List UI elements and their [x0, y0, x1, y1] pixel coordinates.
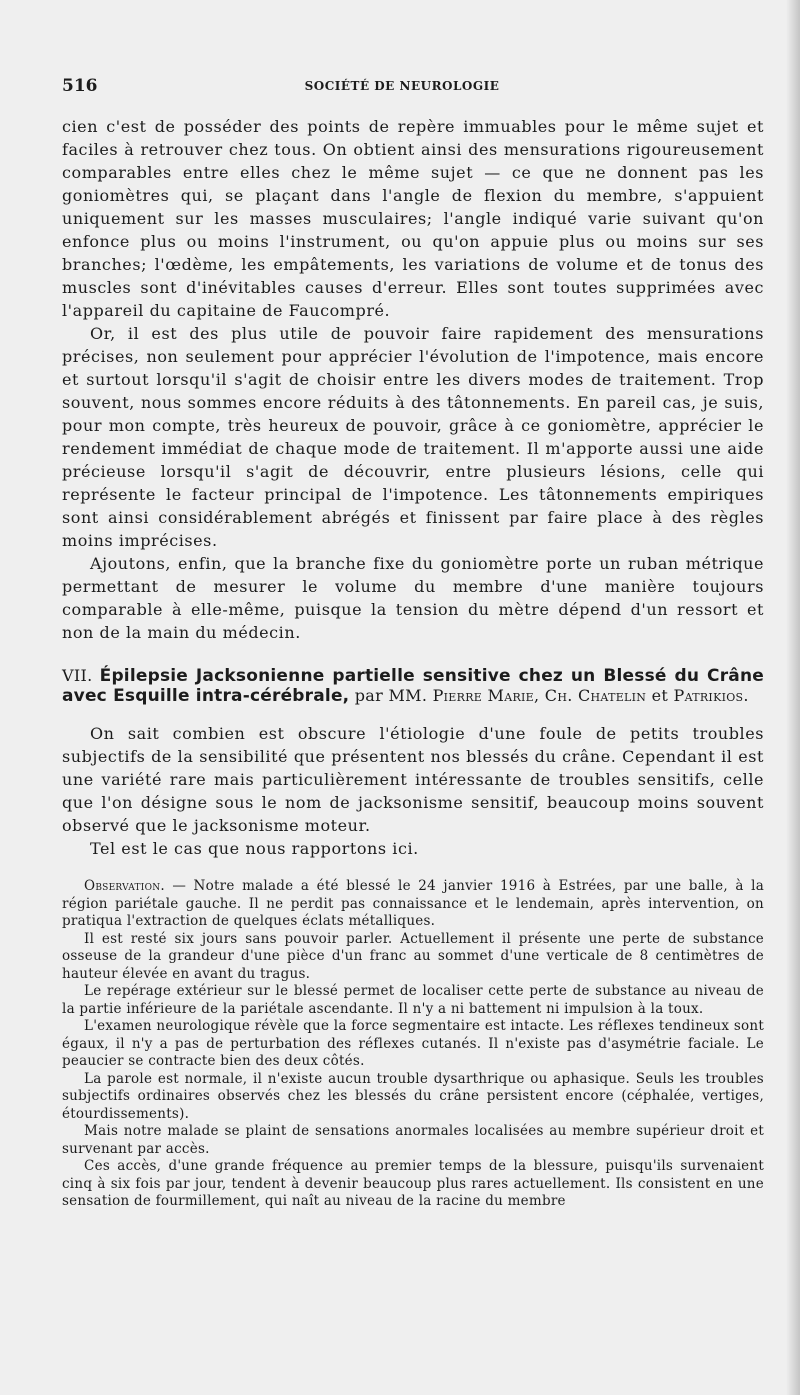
observation-first-paragraph: [62, 878, 764, 931]
observation-paragraph: Il est resté six jours sans pouvoir parler. Actuellement il présente une perte de substance osseuse de la grandeur d'une pièce d'un franc au sommet d'une verticale de 8 centimètres de hauteur élevée en avant du tragus.: [62, 930, 764, 982]
section-heading: [62, 666, 764, 706]
section-author: Pierre Marie,: [432, 686, 540, 705]
page-header: [62, 76, 742, 100]
page-edge-shadow: [786, 0, 800, 1395]
section-by: par MM.: [354, 686, 428, 705]
main-text: [62, 115, 764, 644]
section-author: Patrikios.: [673, 686, 749, 705]
observation-paragraph: Ces accès, d'une grande fréquence au premier temps de la blessure, puisqu'ils survenaient cinq à six fois par jour, tendent à devenir beaucoup plus rares actuellement. Ils consistent en une sensation de fourmillement, qui naît au niveau de la racine du membre: [62, 1158, 764, 1209]
section-author: Ch. Chatelin: [544, 686, 647, 705]
observation-paragraph: Le repérage extérieur sur le blessé permet de localiser cette perte de substance au niveau de la partie inférieure de la pariétale ascendante. Il n'y a ni battement ni impulsion à la toux.: [62, 983, 764, 1017]
observation-label: Observation.: [84, 878, 165, 894]
observation-paragraph: Mais notre malade se plaint de sensations anormales localisées au membre supérieur droit et survenant par accès.: [62, 1123, 764, 1157]
section-title: Épilepsie Jacksonienne partielle sensitive chez un Blessé du Crâne avec Esquille intra-cérébrale,: [62, 666, 764, 706]
observation-block: [62, 878, 764, 1211]
page-number: 516: [62, 76, 98, 96]
paragraph: Tel est le cas que nous rapportons ici.: [90, 839, 419, 858]
running-head: SOCIÉTÉ DE NEUROLOGIE: [304, 79, 500, 93]
section-and: et: [651, 686, 669, 705]
observation-paragraph: L'examen neurologique révèle que la force segmentaire est intacte. Les réflexes tendineux sont égaux, il n'y a pas de perturbation des réflexes cutanés. Il n'existe pas d'asymétrie faciale. Le peaucier se contracte bien des deux côtés.: [62, 1018, 764, 1069]
body-text: [62, 115, 764, 1211]
section-number: VII.: [62, 666, 93, 685]
observation-text: — Notre malade a été blessé le 24 janvier 1916 à Estrées, par une balle, à la région pariétale gauche. Il ne perdit pas connaissance et le lendemain, après intervention, on pratiqua l'extraction de quelques éclats métalliques.: [62, 878, 764, 929]
observation-paragraph: La parole est normale, il n'existe aucun trouble dysarthrique ou aphasique. Seuls les troubles subjectifs ordinaires observés chez les blessés du crâne persistent encore (céphalée, vertiges, étourdissements).: [62, 1070, 764, 1122]
paragraph: Ajoutons, enfin, que la branche fixe du goniomètre porte un ruban métrique permettant de mesurer le volume du membre d'une manière toujours comparable à elle-même, puisque la tension du mètre dépend d'un ressort et non de la main du médecin.: [62, 554, 764, 642]
paragraph: On sait combien est obscure l'étiologie d'une foule de petits troubles subjectifs de la sensibilité que présentent nos blessés du crâne. Cependant il est une variété rare mais particulièrement intéressante de troubles sensitifs, celle que l'on désigne sous le nom de jacksonisme sensitif, beaucoup moins souvent observé que le jacksonisme moteur.: [62, 724, 764, 835]
paragraph-continued: cien c'est de posséder des points de repère immuables pour le même sujet et faciles à retrouver chez tous. On obtient ainsi des mensurations rigoureusement comparables entre elles chez le même sujet — ce que ne donnent pas les goniomètres qui, se plaçant dans l'angle de flexion du membre, s'appuient uniquement sur les masses musculaires; l'angle indiqué varie suivant qu'on enfonce plus ou moins l'instrument, ou qu'on appuie plus ou moins sur ses branches; l'œdème, les empâtements, les variations de volume et de tonus des muscles sont d'inévitables causes d'erreur. Elles sont toutes supprimées avec l'appareil du capitaine de Faucompré.: [62, 117, 764, 320]
paragraph: Or, il est des plus utile de pouvoir faire rapidement des mensurations précises, non seulement pour apprécier l'évolution de l'impotence, mais encore et surtout lorsqu'il s'agit de choisir entre les divers modes de traitement. Trop souvent, nous sommes encore réduits à des tâtonnements. En pareil cas, je suis, pour mon compte, très heureux de pouvoir, grâce à ce goniomètre, apprécier le rendement immédiat de chaque mode de traitement. Il m'apporte aussi une aide précieuse lorsqu'il s'agit de découvrir, entre plusieurs lésions, celle qui représente le facteur principal de l'impotence. Les tâtonnements empiriques sont ainsi considérablement abrégés et finissent par faire place à des règles moins imprécises.: [62, 324, 764, 550]
section-body: [62, 722, 764, 860]
